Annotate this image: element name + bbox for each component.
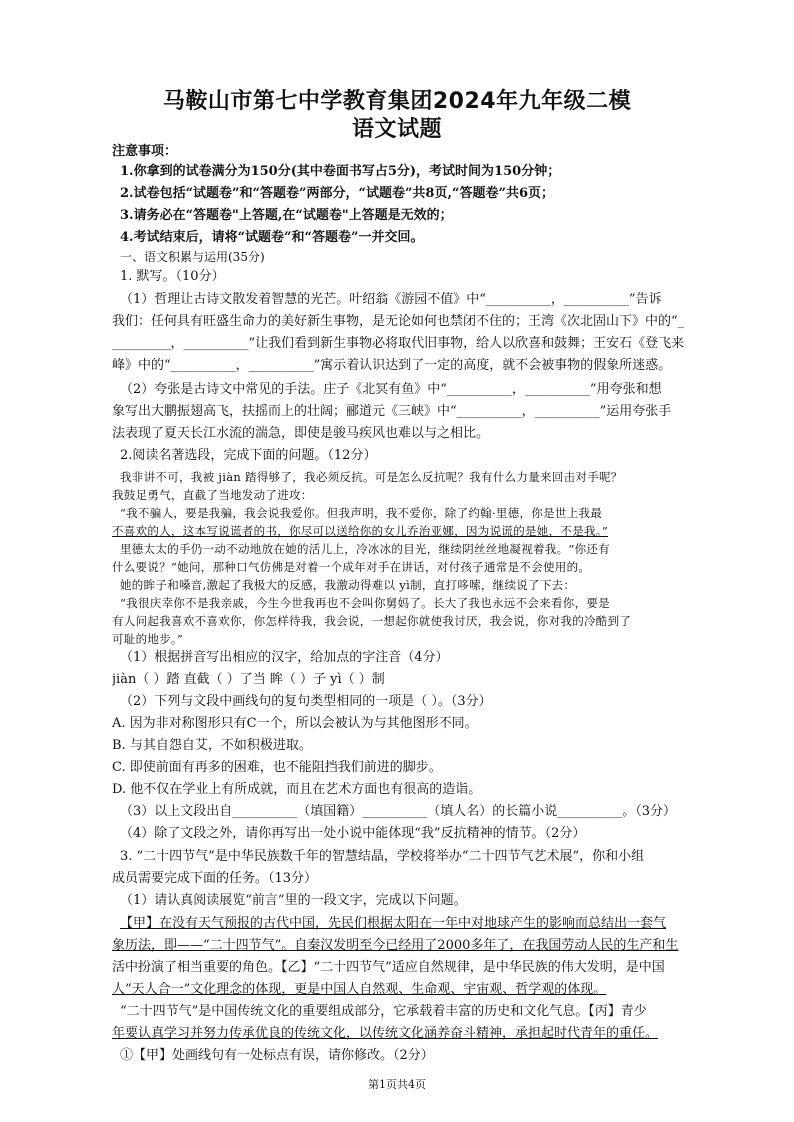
q3-sub1: （1）请认真阅读展览“前言”里的一段文字，完成以下问题。	[120, 893, 467, 908]
q2-sub1-items: jiàn（ ）踏 直截（ ）了当 眸（ ）子 yì（ ）制	[112, 672, 385, 687]
q1-part2-line: 法表现了夏天长江水流的湍急，即使是骏马疾风也难以与之相比。	[112, 426, 490, 441]
preface-line: 年要认真学习并努力传承优良的传统文化，以传统文化涵养奋斗精神，承担起时代青年的重任。	[112, 1026, 659, 1041]
passage-line: “我很庆幸你不是我亲戚，今生今世我再也不会叫你舅妈了。长大了我也永远不会来看你，要是	[120, 596, 610, 610]
question-3-heading: 3. “二十四节气”是中华民族数千年的智慧结晶，学校将举办“二十四节气艺术展”，你和小组	[120, 849, 645, 864]
option-d: D. 他不仅在学业上有所成就，而且在艺术方面也有很高的造诣。	[112, 782, 482, 797]
question-2-heading: 2.阅读名著选段，完成下面的问题。（12分）	[120, 448, 377, 463]
question-3-heading: 成员需要完成下面的任务。（13分）	[112, 871, 318, 886]
q2-sub3: （3）以上文段出自__________（填国籍）__________（填人名）的长篇小说__________。（3分）	[120, 804, 677, 819]
q2-sub4: （4）除了文段之外，请你再写出一处小说中能体现“我”反抗精神的情节。（2分）	[120, 826, 586, 841]
passage-line: 什么要说？”她问，那种口气仿佛是对着一个成年对手在讲话，对付孩子通常是不会使用的。	[112, 560, 591, 574]
notice-item: 3.请务必在“答题卷"上答题,在“试题卷"上答题是无效的；	[120, 208, 453, 223]
notice-item: 4.考试结束后，请将“试题卷”和“答题卷”一并交回。	[120, 230, 424, 245]
passage-line: 有人问起我喜欢不喜欢你，你怎样待我，我会说，一想起你就使我讨厌，我会说，你对我的冷酷到了	[112, 614, 632, 628]
q1-part1-line: _________，__________”让我们看到新生事物必将取代旧事物，给人以欣喜和鼓舞；王安石《登飞来	[112, 336, 685, 351]
passage-underlined-line: 不喜欢的人，这本写说谎者的书，你尽可以送给你的女儿乔治亚娜，因为说谎的是她，不是我。”	[112, 524, 609, 538]
question-1-heading: 1. 默写。（10分）	[120, 269, 225, 284]
option-b: B. 与其自怨自艾，不如积极进取。	[112, 738, 312, 753]
option-a: A. 因为非对称图形只有C一个，所以会被认为与其他图形不同。	[112, 716, 478, 731]
passage-line: 她的眸子和嗓音,激起了我极大的反感，我激动得难以 yì制，直打哆嗦，继续说了下去：	[120, 578, 576, 592]
option-c: C. 即使前面有再多的困难，也不能阻挡我们前进的脚步。	[112, 760, 442, 775]
q1-part2-line: 象写出大鹏振翅高飞，扶摇而上的壮阔；郦道元《三峡》中“__________，__________”运用夸张手	[112, 404, 672, 419]
q3-question-a: ①【甲】处画线句有一处标点有误，请你修改。（2分）	[120, 1048, 434, 1063]
q2-sub2: （2）下列与文段中画线句的复句类型相同的一项是（ ）。（3分）	[120, 694, 492, 709]
notice-heading: 注意事项：	[112, 144, 178, 159]
preface-line: 活中扮演了相当重要的角色。【乙】“二十四节气”适应自然规律，是中华民族的伟大发明，是中国	[112, 960, 665, 975]
passage-line: 我非讲不可，我被 jiàn 踏得够了，我必须反抗。可是怎么反抗呢？我有什么力量来回击对手呢？	[120, 470, 623, 484]
passage-line: 可耻的地步。”	[112, 632, 184, 646]
preface-line: 【甲】在没有天气预报的古代中国，先民们根据太阳在一年中对地球产生的影响而总结出一套气	[120, 916, 667, 931]
passage-line: 里德太太的手仍一动不动地放在她的活儿上，冷冰冰的目光，继续阴丝丝地凝视着我。“你还有	[120, 542, 610, 556]
passage-line: 我鼓足勇气，直截了当地发动了进攻：	[112, 488, 313, 502]
section-heading: 一、语文积累与运用(35分)	[120, 250, 265, 264]
preface-line: 象历法，即——“二十四节气”。自秦汉发明至今已经用了2000多年了，在我国劳动人民的生产和生	[112, 938, 679, 953]
preface-line: “二十四节气”是中国传统文化的重要组成部分，它承载着丰富的历史和文化气息。【丙】青少	[120, 1004, 647, 1019]
notice-item: 1.你拿到的试卷满分为150分(其中卷面书写占5分)，考试时间为150分钟；	[120, 164, 561, 179]
q1-part1-line: （1）哲理让古诗文散发着智慧的光芒。叶绍翁《游园不值》中“__________，__________”告诉	[120, 292, 662, 307]
notice-item: 2.试卷包括“试题卷”和“答题卷”两部分，“试题卷”共8页,“答题卷”共6页；	[120, 186, 555, 201]
q1-part2-line: （2）夸张是古诗文中常见的手法。庄子《北冥有鱼》中“__________，__________”用夸张和想	[120, 382, 662, 397]
q1-part1-line: 峰》中的“__________，__________”寓示着认识达到了一定的高度，就不会被事物的假象所迷惑。	[112, 358, 672, 373]
exam-subtitle: 语文试题	[351, 117, 442, 142]
passage-line: “我不骗人，要是我骗，我会说我爱你。但我声明，我不爱你，除了约翰·里德，你是世上我最	[120, 506, 603, 520]
exam-title: 马鞍山市第七中学教育集团2024年九年级二模	[162, 89, 632, 114]
q1-part1-line: 我们：任何具有旺盛生命力的美好新生事物，是无论如何也禁闭不住的；王湾《次北固山下》中的“_	[112, 314, 685, 329]
q2-sub1: （1）根据拼音写出相应的汉字，给加点的字注音（4分）	[120, 650, 449, 665]
page-footer: 第1页共4页	[368, 1078, 426, 1091]
preface-line: 人“天人合一”文化理念的体现，更是中国人自然观、生命观、宇宙观、哲学观的体现。	[112, 982, 607, 997]
